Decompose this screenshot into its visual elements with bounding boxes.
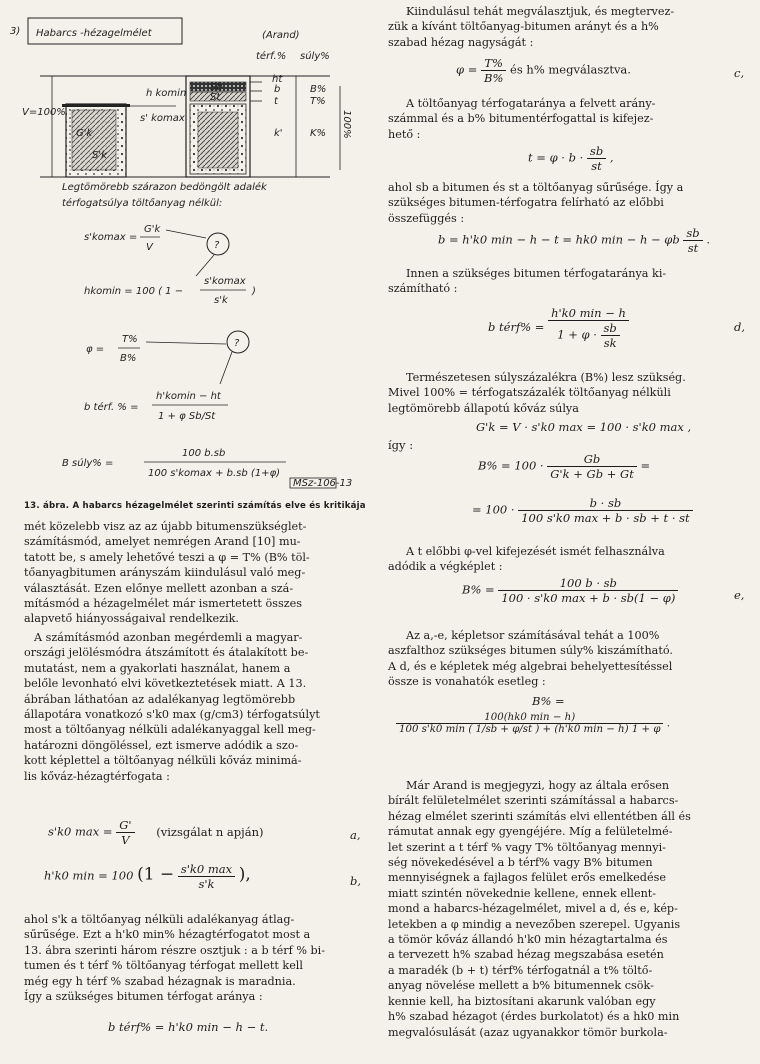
line: bírált felületelmélet szerinti számítással a habarcs-: [388, 794, 679, 808]
figure-13: [0, 0, 378, 498]
t-pct-label: T%: [310, 96, 326, 107]
eq-d-den-den: sk: [603, 336, 617, 350]
suly-label: súly%: [300, 51, 330, 62]
line: zük a kívánt töltőanyag-bitumen arányt és a h%: [388, 20, 659, 34]
equation-e: [462, 576, 678, 605]
line: adódik a végképlet :: [388, 560, 503, 574]
eq-d-den-a: 1 + φ ·: [557, 327, 597, 342]
eq-f-fraction: [396, 712, 663, 735]
eq-a-note: (vizsgálat n apján): [156, 824, 264, 839]
line: Az a,-e, képletsor számításával tehát a 100%: [406, 629, 660, 642]
eq-bb-lhs: b = h'k0 min − h − t = hk0 min − h − φb: [438, 232, 680, 247]
eq-c-rest: és h% megválasztva.: [510, 62, 631, 77]
eq-a-den: V: [121, 833, 130, 847]
f4-lhs: b térf. % =: [84, 402, 139, 413]
sk-label: S'k: [92, 150, 107, 161]
eq-B2-den: 100 s'k0 max + b · sb + t · st: [521, 511, 690, 525]
eq-B2-fraction: [518, 496, 692, 525]
eq-a-fraction: [116, 818, 134, 847]
equation-b: [44, 862, 251, 891]
line: a maradék (b + t) térf% térfogatnál a t% töltő-: [388, 963, 653, 977]
eq-a-tag: a,: [350, 828, 361, 842]
left-column: [0, 0, 378, 1064]
line: ahol s'k a töltőanyag nélküli adalékanyag átlag-: [24, 913, 295, 926]
eq-c-tag: c,: [734, 66, 745, 80]
line: tumen és t térf % töltőanyag térfogat mellett kell: [24, 959, 303, 973]
eq-b-lhs: h'k0 min = 100: [44, 868, 134, 883]
eq-B1-num: Gb: [547, 452, 637, 467]
f2-num: s'komax: [204, 276, 246, 287]
equation-f-top: B% =: [532, 694, 565, 708]
line: A töltőanyag térfogataránya a felvett arány-: [406, 97, 656, 110]
arand-label: (Arand): [262, 30, 300, 41]
eq-a-lhs: s'k0 max =: [48, 824, 113, 839]
line: lis kőváz-hézagtérfogata :: [24, 769, 170, 783]
right-100-label: 100%: [341, 110, 352, 139]
eq-b-fraction: [178, 862, 235, 891]
eq-d-den: [548, 321, 629, 350]
eq-d-fraction: [548, 306, 629, 350]
igy-label: így :: [388, 438, 414, 452]
note-line-2: térfogatsúlya töltőanyag nélkül:: [62, 198, 223, 209]
f1-num: G'k: [144, 224, 161, 235]
line: Mivel 100% = térfogatszázalék töltőanyag nélküli: [388, 386, 671, 400]
eq-e-num: 100 b · sb: [498, 576, 678, 591]
line: let szerint a t térf % vagy T% töltőanyag mennyi-: [388, 840, 666, 854]
line: kennie kell, ha biztosítani akarunk valóban egy: [388, 994, 656, 1008]
eq-e-tag: e,: [734, 588, 745, 602]
line: állapotára vonatkozó s'k0 max (g/cm3) térfogatsúlyt: [24, 708, 320, 722]
f2-den: s'k: [214, 295, 228, 306]
line: miatt szintén növekednie kellene, ennek ellent-: [388, 886, 657, 900]
line: hézag elmélet szerinti számítás elvi ellentétben áll és: [388, 809, 691, 823]
f4-num: h'komin − ht: [156, 391, 221, 402]
eq-e-den: 100 · s'k0 max + b · sb(1 − φ): [501, 591, 676, 605]
equation-B1: [478, 452, 650, 481]
line: ség növekedésével a b térf% vagy B% bitumen: [388, 856, 653, 870]
f2-end: ): [252, 286, 256, 297]
line: anyag növelése mellett a b% bitumennek csök-: [388, 979, 654, 993]
figure-number: 3): [10, 26, 21, 37]
sb-label: Sb: [210, 82, 223, 93]
eq-c-fraction: [481, 56, 506, 85]
f1-lhs: s'komax =: [84, 232, 138, 243]
v100-label: V=100%: [22, 107, 66, 118]
line: összefüggés :: [388, 211, 465, 225]
f5-num: 100 b.sb: [182, 448, 226, 459]
eq-B1-den: G'k + Gb + Gt: [550, 467, 634, 481]
eq-t-lhs: t = φ · b ·: [528, 150, 584, 165]
line: mond a habarcs-hézagelmélet, mivel a d, és e, kép-: [388, 902, 678, 916]
line: szabad hézag nagyságát :: [388, 35, 534, 49]
line: 13. ábra szerinti három részre osztjuk : a b térf % bi-: [24, 943, 326, 957]
line: A számításmód azonban megérdemli a magyar-: [34, 631, 303, 644]
equation-b-terf: b térf% = h'k0 min − h − t.: [108, 1020, 269, 1034]
f3-den: B%: [120, 353, 137, 364]
eq-c-num: T%: [481, 56, 506, 71]
line: legtömörebb állapotú kőváz súlya: [388, 401, 579, 415]
eq-t-end: ,: [609, 150, 614, 165]
f1-den: V: [146, 242, 153, 253]
line: össze is vonahatók esetleg :: [388, 675, 546, 689]
eq-d-lhs: b térf% =: [488, 320, 545, 334]
line: Már Arand is megjegyzi, hogy az általa erősen: [406, 779, 670, 792]
line: ahol sb a bitumen és st a töltőanyag sűrűsége. Így a: [388, 181, 684, 194]
question-circle-2: ?: [234, 338, 240, 349]
equation-d: [488, 306, 629, 350]
line: belőle levonható elvi következtetések miatt. A 13.: [24, 677, 307, 691]
f5-den: 100 s'komax + b.sb (1+φ): [148, 468, 281, 479]
equation-gk: G'k = V · s'k0 max = 100 · s'k0 max ,: [476, 420, 692, 434]
line: mennyiségnek a fajlagos felület erős emelkedése: [388, 871, 666, 885]
figure-title: Habarcs -hézagelmélet: [36, 28, 152, 39]
eq-t-fraction: [587, 144, 606, 173]
eq-d-den-fraction: [601, 321, 620, 350]
line: számmal és a b% bitumentérfogattal is kifejez-: [388, 112, 654, 126]
line: választását. Ezen előnye mellett azonban a szá-: [24, 581, 294, 595]
right-paragraph-4: [388, 266, 754, 297]
f4-den: 1 + φ Sb/St: [158, 411, 216, 422]
eq-a-num: G': [116, 818, 134, 833]
b-pct-label: B%: [310, 84, 327, 95]
line: Így a szükséges bitumen térfogat aránya :: [24, 990, 263, 1004]
line: szükséges bitumen-térfogatra felírható az előbbi: [388, 196, 664, 210]
line: hető :: [388, 127, 421, 141]
line: országi jelölésmódra átszámított és átalakított be-: [24, 646, 309, 660]
eq-B1-fraction: [547, 452, 637, 481]
line: a tervezett h% szabad hézag megszabása esetén: [388, 948, 664, 962]
right-paragraph-1: [388, 4, 754, 50]
equation-bb: [438, 226, 710, 255]
eq-B1-end: =: [640, 458, 651, 473]
right-paragraph-2: [388, 96, 754, 142]
left-paragraph-1: [24, 519, 374, 627]
line: aszfalthoz szükséges bitumen súly% kiszámítható.: [388, 644, 673, 658]
k-pct-label: K%: [310, 128, 327, 139]
line: tőanyagbitumen arányszám kiindulásul való meg-: [24, 566, 306, 580]
question-circle-1: ?: [214, 240, 220, 251]
right-paragraph-8: [388, 778, 754, 1040]
line: megvalósulását (azaz ugyanakkor tömör burkola-: [388, 1025, 668, 1039]
st-label: St: [210, 92, 221, 103]
eq-B2-num: b · sb: [518, 496, 692, 511]
eq-d-den-num: sb: [601, 321, 620, 336]
h-komin-label: h komin: [146, 88, 187, 99]
eq-f-end: .: [666, 718, 670, 730]
line: határozni döngöléssel, ezt ismerve adódik a szo-: [24, 738, 299, 752]
eq-b-num: s'k0 max: [178, 862, 235, 877]
line: ábrában láthatóan az adalékanyag legtömörebb: [24, 692, 296, 706]
f5-lhs: B súly% =: [62, 458, 114, 469]
note-line-1: Legtömörebb szárazon bedöngölt adalék: [62, 182, 267, 193]
equation-B2: [472, 496, 693, 525]
eq-bb-end: .: [706, 232, 710, 247]
eq-bb-num: sb: [683, 226, 702, 241]
line: A t előbbi φ-vel kifejezését ismét felhasználva: [406, 545, 665, 558]
eq-B2-lhs: = 100 ·: [472, 502, 515, 517]
line: h% szabad hézagot (érdes burkolatot) és a hk0 min: [388, 1010, 680, 1024]
eq-d-tag: d,: [734, 320, 746, 334]
left-paragraph-2: [24, 630, 374, 784]
eq-f-den: 100 s'k0 min ( 1/sb + φ/st ) + (h'k0 min − h) 1 + φ: [399, 724, 661, 735]
k-label: k': [274, 128, 283, 139]
eq-e-lhs: B% =: [462, 582, 495, 597]
eq-f-num: 100(hk0 min − h): [396, 712, 663, 724]
line: mutatást, nem a gyakorlati használat, hanem a: [24, 661, 291, 675]
eq-bb-fraction: [683, 226, 702, 255]
equation-a: [48, 818, 263, 847]
line: mításmód a hézagelmélet már ismertetett összes: [24, 597, 302, 611]
equation-t: [528, 144, 614, 173]
line: a tömör kőváz állandó h'k0 min hézagtartalma és: [388, 933, 668, 947]
line: számítható :: [388, 282, 458, 296]
right-paragraph-6: [388, 544, 754, 575]
eq-t-den: st: [591, 159, 602, 173]
line: letekben a φ mindig a nevezőben szerepel. Ugyanis: [388, 917, 681, 931]
line: mét közelebb visz az az újabb bitumenszükséglet-: [24, 520, 307, 533]
eq-B1-lhs: B% = 100 ·: [478, 458, 544, 473]
equation-c: [456, 56, 631, 85]
line: sűrűsége. Ezt a h'k0 min% hézagtérfogatot most a: [24, 928, 311, 942]
eq-b-den: s'k: [198, 877, 215, 891]
line: Kiindulásul tehát megválasztjuk, és megtervez-: [406, 5, 675, 18]
eq-t-num: sb: [587, 144, 606, 159]
line: kott képlettel a töltőanyag nélküli kőváz minimá-: [24, 754, 302, 768]
line: Innen a szükséges bitumen térfogataránya ki-: [406, 267, 667, 280]
equation-f: [396, 712, 670, 735]
figure-caption: 13. ábra. A habarcs hézagelmélet szerinti számítás elve és kritikája: [24, 501, 366, 511]
line: számításmód, amelyet nemrégen Arand [10] mu-: [24, 535, 301, 549]
eq-bb-den: st: [687, 241, 699, 255]
f3-lhs: φ =: [86, 344, 105, 355]
line: Természetesen súlyszázalékra (B%) lesz szükség.: [406, 371, 686, 384]
line: tatott be, s amely lehetővé teszi a φ = T% (B% töl-: [24, 550, 310, 564]
ht-label: ht: [272, 74, 283, 85]
s-komax-label: s' komax: [140, 113, 185, 124]
f3-num: T%: [122, 334, 138, 345]
line: most a töltőanyag nélküli adalékanyaggal kell meg-: [24, 723, 316, 737]
right-paragraph-3: [388, 180, 754, 226]
line: alapvető hiányosságaival rendelkezik.: [24, 612, 239, 626]
line: még egy h térf % szabad hézagnak is maradnia.: [24, 974, 296, 988]
right-column: [382, 0, 756, 1064]
gk-label: G'k: [76, 128, 93, 139]
line: A d, és e képletek még algebrai behelyettesítéssel: [388, 659, 673, 673]
eq-b-open: (1 −: [137, 864, 175, 885]
eq-e-fraction: [498, 576, 678, 605]
line: rámutat annak egy gyengéjére. Míg a felületelmé-: [388, 825, 673, 839]
b-label: b: [274, 84, 281, 95]
eq-c-den: B%: [484, 71, 504, 85]
eq-d-num: h'k0 min − h: [548, 306, 629, 321]
eq-b-close: ),: [238, 864, 251, 885]
figure-code: MSz-106-13: [293, 478, 353, 489]
left-paragraph-3: [24, 912, 374, 1004]
f2-lhs: hkomin = 100 ( 1 −: [84, 286, 184, 297]
eq-c-lhs: φ =: [456, 62, 478, 77]
eq-b-tag: b,: [350, 874, 362, 888]
right-paragraph-5: [388, 370, 754, 416]
t-label: t: [274, 96, 278, 107]
right-paragraph-7: [388, 628, 754, 690]
terf-label: térf.%: [256, 51, 287, 62]
